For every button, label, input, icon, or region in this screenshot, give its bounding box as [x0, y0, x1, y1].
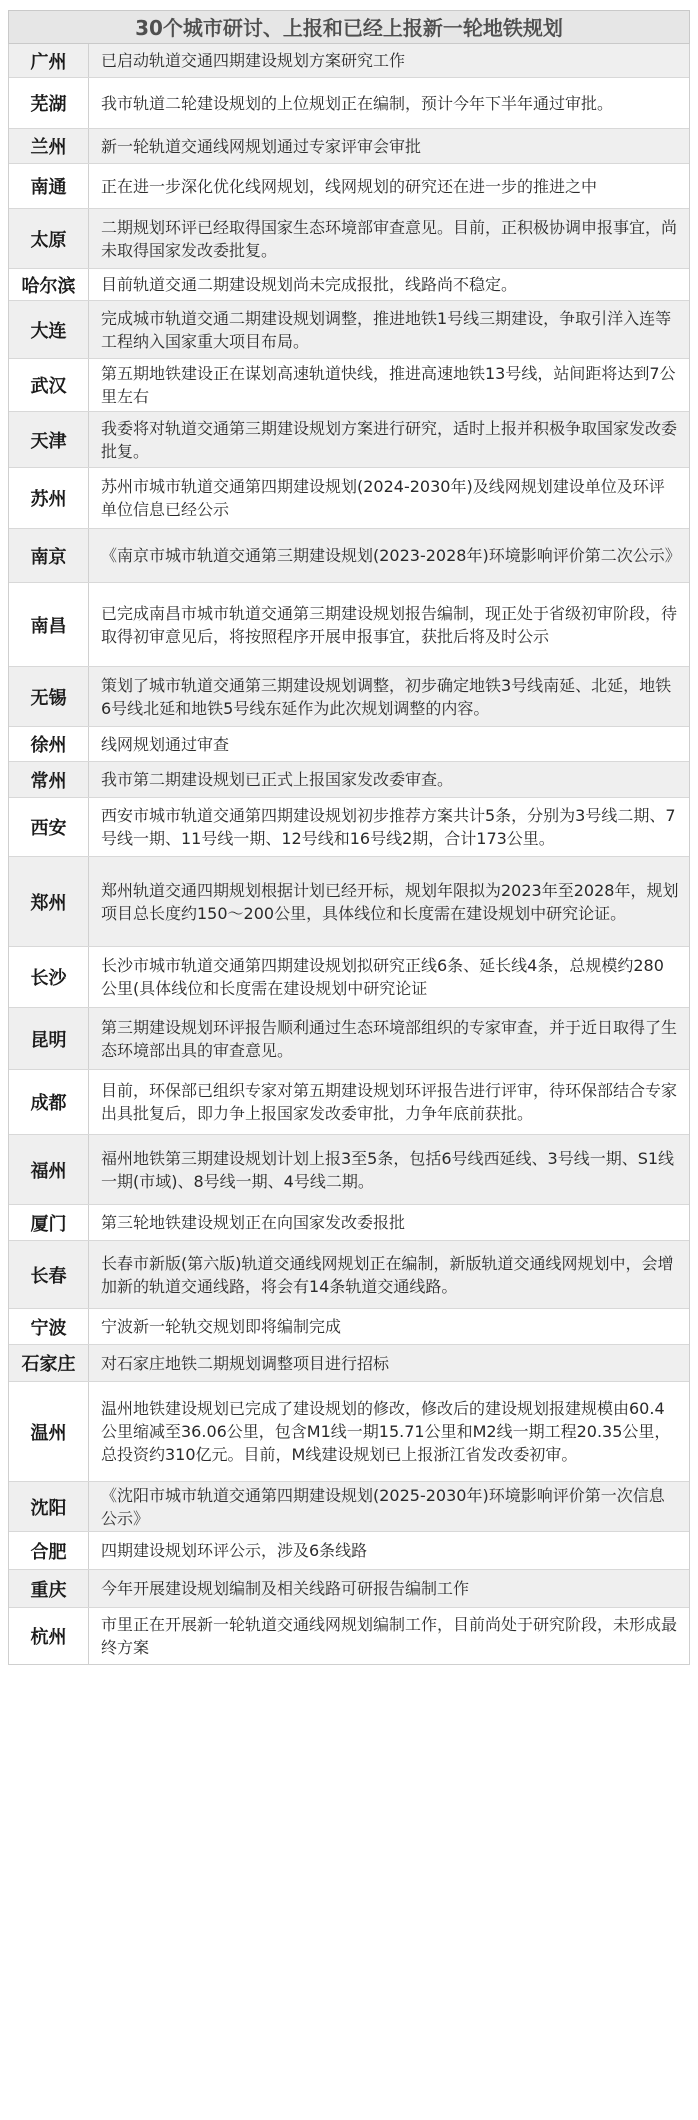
plan-status: 《沈阳市城市轨道交通第四期建设规划(2025-2030年)环境影响评价第一次信息公示》: [101, 1485, 665, 1528]
table-row: [9, 529, 689, 583]
table-row: [9, 468, 689, 529]
plan-status: 第三轮地铁建设规划正在向国家发改委报批: [101, 1213, 406, 1232]
city-name: 大连: [9, 301, 89, 358]
plan-status: 第五期地铁建设正在谋划高速轨道快线，推进高速地铁13号线，站间距将达到7公里左右: [101, 364, 676, 406]
city-name: 南京: [9, 529, 89, 582]
plan-status: 《南京市城市轨道交通第三期建设规划(2023-2028年)环境影响评价第二次公示》: [101, 546, 681, 565]
table-row: [9, 1382, 689, 1482]
table-row: [9, 762, 689, 798]
plan-status: 我市轨道二轮建设规划的上位规划正在编制，预计今年下半年通过审批。: [101, 93, 614, 113]
city-name: 重庆: [9, 1570, 89, 1607]
plan-status: 宁波新一轮轨交规划即将编制完成: [101, 1317, 342, 1336]
table-row: [9, 1008, 689, 1070]
plan-status: 郑州轨道交通四期规划根据计划已经开标，规划年限拟为2023年至2028年，规划项目总长度约150～200公里，具体线位和长度需在建设规划中研究论证。: [101, 880, 679, 923]
city-name: 武汉: [9, 359, 89, 411]
city-name: 哈尔滨: [9, 269, 89, 300]
table-row: [9, 209, 689, 269]
plan-status: 苏州市城市轨道交通第四期建设规划(2024-2030年)及线网规划建设单位及环评单位信息已经公示: [101, 477, 665, 519]
plan-status: 我委将对轨道交通第三期建设规划方案进行研究，适时上报并积极争取国家发改委批复。: [101, 418, 678, 461]
table-row: [9, 1345, 689, 1382]
table-row: [9, 412, 689, 468]
plan-status: 市里正在开展新一轮轨道交通线网规划编制工作，目前尚处于研究阶段，未形成最终方案: [101, 1615, 678, 1657]
city-name: 宁波: [9, 1309, 89, 1344]
table-row: [9, 164, 689, 209]
table-row: [9, 798, 689, 857]
table-row: [9, 1309, 689, 1345]
plan-status: 目前，环保部已组织专家对第五期建设规划环评报告进行评审，待环保部结合专家出具批复后，即力争上报国家发改委审批，力争年底前获批。: [101, 1081, 678, 1123]
table-row: [9, 1608, 689, 1664]
city-name: 昆明: [9, 1008, 89, 1069]
city-name: 石家庄: [9, 1345, 89, 1381]
table-row: [9, 727, 689, 762]
plan-status: 已启动轨道交通四期建设规划方案研究工作: [101, 51, 406, 70]
city-name: 长春: [9, 1241, 89, 1308]
plan-status: 温州地铁建设规划已完成了建设规划的修改，修改后的建设规划报建规模由60.4公里缩减至36.06公里，包含M1线一期15.71公里和M2线一期工程20.35公里，总投资约310亿元。目前，M线建设规划已上报浙江省发改委初审。: [101, 1399, 671, 1464]
table-row: [9, 129, 689, 164]
page-title: 30个城市研讨、上报和已经上报新一轮地铁规划: [8, 10, 690, 44]
plan-status: 二期规划环评已经取得国家生态环境部审查意见。目前，正积极协调申报事宜，尚未取得国家发改委批复。: [101, 217, 678, 260]
table-row: [9, 583, 689, 667]
city-name: 徐州: [9, 727, 89, 761]
plan-status: 四期建设规划环评公示，涉及6条线路: [101, 1541, 368, 1560]
table-row: [9, 1482, 689, 1532]
table-row: [9, 1070, 689, 1135]
table-row: [9, 301, 689, 359]
plan-status: 对石家庄地铁二期规划调整项目进行招标: [101, 1353, 390, 1373]
table-row: [9, 947, 689, 1008]
city-name: 南昌: [9, 583, 89, 666]
plan-status: 已完成南昌市城市轨道交通第三期建设规划报告编制，现正处于省级初审阶段，待取得初审意见后，将按照程序开展申报事宜，获批后将及时公示: [101, 603, 678, 646]
plan-status: 正在进一步深化优化线网规划，线网规划的研究还在进一步的推进之中: [101, 176, 598, 196]
city-name: 无锡: [9, 667, 89, 726]
city-name: 苏州: [9, 468, 89, 528]
table-row: [9, 359, 689, 412]
plan-status: 策划了城市轨道交通第三期建设规划调整，初步确定地铁3号线南延、北延，地铁6号线北延和地铁5号线东延作为此次规划调整的内容。: [101, 675, 672, 718]
city-name: 天津: [9, 412, 89, 467]
table-row: [9, 667, 689, 727]
city-name: 太原: [9, 209, 89, 268]
table-row: [9, 857, 689, 947]
plan-status: 第三期建设规划环评报告顺利通过生态环境部组织的专家审查，并于近日取得了生态环境部出具的审查意见。: [101, 1017, 678, 1060]
table-row: [9, 1205, 689, 1241]
plan-status: 新一轮轨道交通线网规划通过专家评审会审批: [101, 136, 422, 156]
city-name: 兰州: [9, 129, 89, 163]
city-name: 芜湖: [9, 78, 89, 128]
city-name: 西安: [9, 798, 89, 856]
city-name: 杭州: [9, 1608, 89, 1664]
plan-status: 西安市城市轨道交通第四期建设规划初步推荐方案共计5条，分别为3号线二期、7号线一期、11号线一期、12号线和16号线2期，合计173公里。: [101, 806, 676, 848]
table-row: [9, 78, 689, 129]
city-table: [8, 44, 690, 1665]
city-name: 南通: [9, 164, 89, 208]
city-name: 长沙: [9, 947, 89, 1007]
city-name: 福州: [9, 1135, 89, 1204]
city-name: 郑州: [9, 857, 89, 946]
plan-status: 目前轨道交通二期建设规划尚未完成报批，线路尚不稳定。: [101, 275, 518, 294]
table-row: [9, 1135, 689, 1205]
plan-status: 今年开展建设规划编制及相关线路可研报告编制工作: [101, 1579, 470, 1598]
city-name: 常州: [9, 762, 89, 797]
city-name: 成都: [9, 1070, 89, 1134]
city-name: 沈阳: [9, 1482, 89, 1531]
plan-status: 长春市新版(第六版)轨道交通线网规划正在编制，新版轨道交通线网规划中，会增加新的轨道交通线路，将会有14条轨道交通线路。: [101, 1253, 674, 1296]
table-row: [9, 1570, 689, 1608]
city-name: 厦门: [9, 1205, 89, 1240]
city-name: 温州: [9, 1382, 89, 1481]
table-row: [9, 1532, 689, 1570]
city-name: 合肥: [9, 1532, 89, 1569]
plan-status: 完成城市轨道交通二期建设规划调整，推进地铁1号线三期建设，争取引洋入连等工程纳入国家重大项目布局。: [101, 308, 672, 351]
table-row: [9, 269, 689, 301]
plan-status: 我市第二期建设规划已正式上报国家发改委审查。: [101, 770, 454, 789]
plan-status: 福州地铁第三期建设规划计划上报3至5条，包括6号线西延线、3号线一期、S1线一期(市域)、8号线一期、4号线二期。: [101, 1148, 675, 1191]
plan-status: 长沙市城市轨道交通第四期建设规划拟研究正线6条、延长线4条，总规模约280公里(具体线位和长度需在建设规划中研究论证: [101, 956, 664, 998]
table-row: [9, 44, 689, 78]
table-row: [9, 1241, 689, 1309]
city-name: 广州: [9, 44, 89, 77]
plan-status: 线网规划通过审查: [101, 734, 230, 754]
